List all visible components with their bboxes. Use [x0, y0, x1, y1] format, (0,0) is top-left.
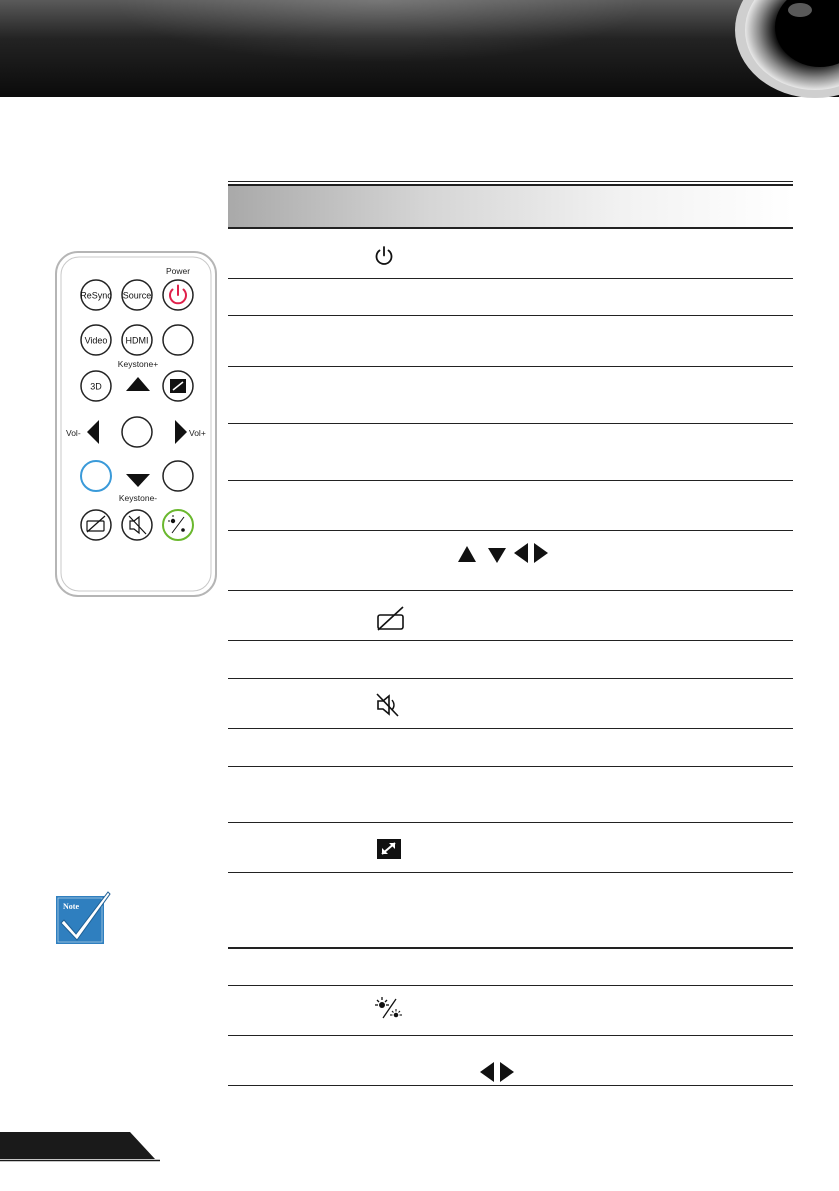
brightness-button[interactable] [163, 510, 193, 540]
3d-button[interactable] [81, 371, 111, 401]
table-row-divider [228, 728, 793, 729]
table-row-divider [228, 766, 793, 767]
power-button[interactable] [163, 280, 193, 310]
source-label: Source [122, 290, 152, 301]
table-row-divider [228, 278, 793, 279]
hdmi-label: HDMI [125, 335, 149, 346]
table-row-divider [228, 872, 793, 873]
table-row-divider [228, 678, 793, 679]
brightness-mode-icon [171, 519, 175, 523]
remote-control [54, 250, 218, 598]
resync-label: ReSync [80, 290, 112, 301]
keystone-plus-label: Keystone+ [117, 359, 159, 369]
table-row-divider [228, 530, 793, 531]
aspect-ratio-icon [376, 838, 402, 860]
video-label: Video [84, 335, 108, 346]
brightness-mode-icon [374, 996, 404, 1022]
arrow-keys-icon [456, 542, 560, 564]
remote-power-label: Power [165, 266, 191, 276]
3d-label: 3D [90, 381, 102, 392]
blue-button[interactable] [81, 461, 111, 491]
table-row-divider [228, 640, 793, 641]
table-row-divider [228, 366, 793, 367]
table-row-divider [228, 590, 793, 591]
vol-plus-label: Vol+ [189, 428, 206, 438]
video-button[interactable] [81, 325, 111, 355]
left-right-arrows-icon [478, 1061, 516, 1083]
table-row-divider [228, 423, 793, 424]
note-icon [54, 890, 112, 946]
speaker-mute-icon [374, 692, 402, 718]
blank-button-top-right[interactable] [163, 325, 193, 355]
table-row-divider [228, 227, 793, 229]
aspect-ratio-button[interactable] [163, 371, 193, 401]
enter-button[interactable] [122, 417, 152, 447]
table-row-divider [228, 1035, 793, 1036]
blank-button-right[interactable] [163, 461, 193, 491]
mute-button[interactable] [122, 510, 152, 540]
table-top-rule [228, 181, 793, 182]
table-row-divider [228, 985, 793, 986]
table-header-band [228, 186, 793, 227]
note-label: Note [63, 902, 79, 911]
table-row-divider [228, 480, 793, 481]
vol-minus-label: Vol- [66, 428, 81, 438]
av-mute-icon [376, 606, 406, 632]
page-footer-tab [0, 1132, 160, 1162]
hdmi-button[interactable] [122, 325, 152, 355]
av-mute-button[interactable] [81, 510, 111, 540]
header-shine [0, 0, 839, 97]
projector-lens-icon [720, 0, 839, 100]
power-icon [373, 245, 395, 267]
keystone-minus-label: Keystone- [118, 493, 158, 503]
table-row-divider [228, 315, 793, 316]
source-button[interactable] [122, 280, 152, 310]
table-row-divider [228, 822, 793, 823]
table-row-divider [228, 947, 793, 949]
resync-button[interactable] [80, 280, 112, 310]
table-row-divider [228, 1085, 793, 1086]
